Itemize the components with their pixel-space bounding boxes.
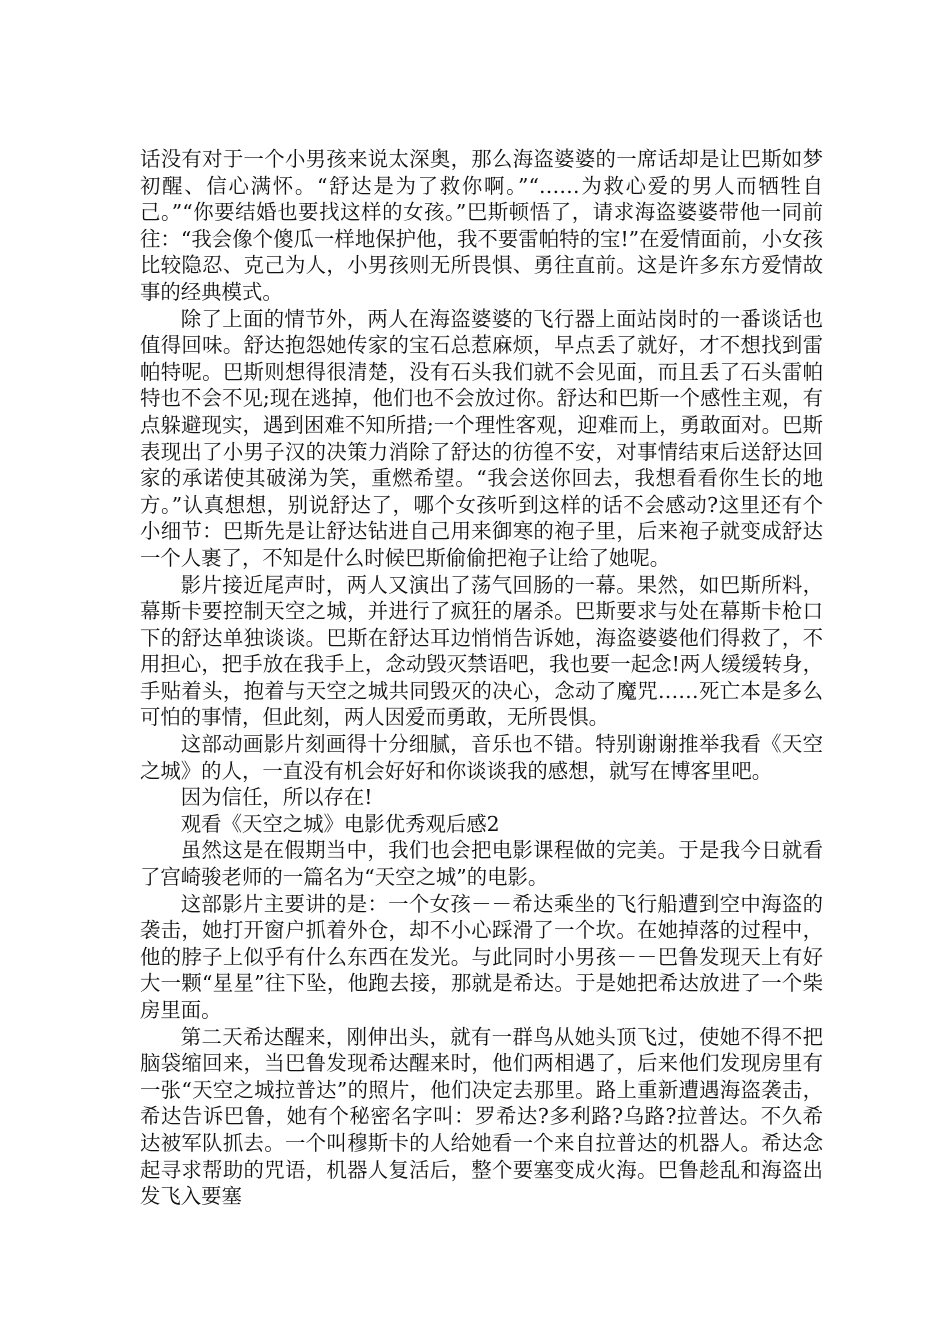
section-heading: 观看《天空之城》电影优秀观后感2 [180, 811, 500, 836]
paragraph-2: 除了上面的情节外，两人在海盗婆婆的飞行器上面站岗时的一番谈话也值得回味。舒达抱怨她传家的宝石总惹麻烦，早点丢了就好，才不想找到雷帕特呢。巴斯则想得很清楚，没有石头我们就不会见面，而且丢了石头雷帕特也不会不见;现在逃掉，他们也不会放过你。舒达和巴斯一个感性主观，有点躲避现实，遇到困难不知所措;一个理性客观，迎难而上，勇敢面对。巴斯表现出了小男子汉的决策力消除了舒达的彷徨不安，对事情结束后送舒达回家的承诺使其破涕为笑，重燃希望。“我会送你回去，我想看看你生长的地方。”认真想想，别说舒达了，哪个女孩听到这样的话不会感动?这里还有个小细节：巴斯先是让舒达钻进自己用来御寒的袍子里，后来袍子就变成舒达一个人裹了，不知是什么时候巴斯偷偷把袍子让给了她呢。 [140, 306, 823, 570]
paragraph-1: 话没有对于一个小男孩来说太深奥，那么海盗婆婆的一席话却是让巴斯如梦初醒、信心满怀。“舒达是为了救你啊。”“……为救心爱的男人而牺牲自己。”“你要结婚也要找这样的女孩。”巴斯顿悟了，请求海盗婆婆带他一同前往：“我会像个傻瓜一样地保护他，我不要雷帕特的宝!”在爱情面前，小女孩比较隐忍、克己为人，小男孩则无所畏惧、勇往直前。这是许多东方爱情故事的经典模式。 [140, 147, 823, 304]
paragraph-6: 虽然这是在假期当中，我们也会把电影课程做的完美。于是我今日就看了宫崎骏老师的一篇名为“天空之城”的电影。 [140, 838, 823, 890]
paragraph-4: 这部动画影片刻画得十分细腻，音乐也不错。特别谢谢推举我看《天空之城》的人，一直没有机会好好和你谈谈我的感想，就写在博客里吧。 [140, 732, 823, 783]
paragraph-3: 影片接近尾声时，两人又演出了荡气回肠的一幕。果然，如巴斯所料，幕斯卡要控制天空之城，并进行了疯狂的屠杀。巴斯要求与处在幕斯卡枪口下的舒达单独谈谈。巴斯在舒达耳边悄悄告诉她，海盗婆婆他们得救了，不用担心，把手放在我手上，念动毁灭禁语吧，我也要一起念!两人缓缓转身，手贴着头，抱着与天空之城共同毁灭的决心，念动了魔咒……死亡本是多么可怕的事情，但此刻，两人因爱而勇敢，无所畏惧。 [140, 572, 823, 730]
paragraph-5: 因为信任，所以存在! [180, 785, 373, 810]
paragraph-7: 这部影片主要讲的是：一个女孩－－希达乘坐的飞行船遭到空中海盗的袭击，她打开窗户抓着外仓，却不小心踩滑了一个坎。在她掉落的过程中，他的脖子上似乎有什么东西在发光。与此同时小男孩－－巴鲁发现天上有好大一颗“星星”往下坠，他跑去接，那就是希达。于是她把希达放进了一个柴房里面。 [140, 891, 823, 1022]
document-body [140, 146, 823, 1210]
paragraph-8: 第二天希达醒来，刚伸出头，就有一群鸟从她头顶飞过，使她不得不把脑袋缩回来，当巴鲁发现希达醒来时，他们两相遇了，后来他们发现房里有一张“天空之城拉普达”的照片，他们决定去那里。路上重新遭遇海盗袭击，希达告诉巴鲁，她有个秘密名字叫：罗希达?多利路?乌路?拉普达。不久希达被军队抓去。一个叫穆斯卡的人给她看一个来自拉普达的机器人。希达念起寻求帮助的咒语，机器人复活后，整个要塞变成火海。巴鲁趁乱和海盗出发飞入要塞 [140, 1024, 823, 1209]
